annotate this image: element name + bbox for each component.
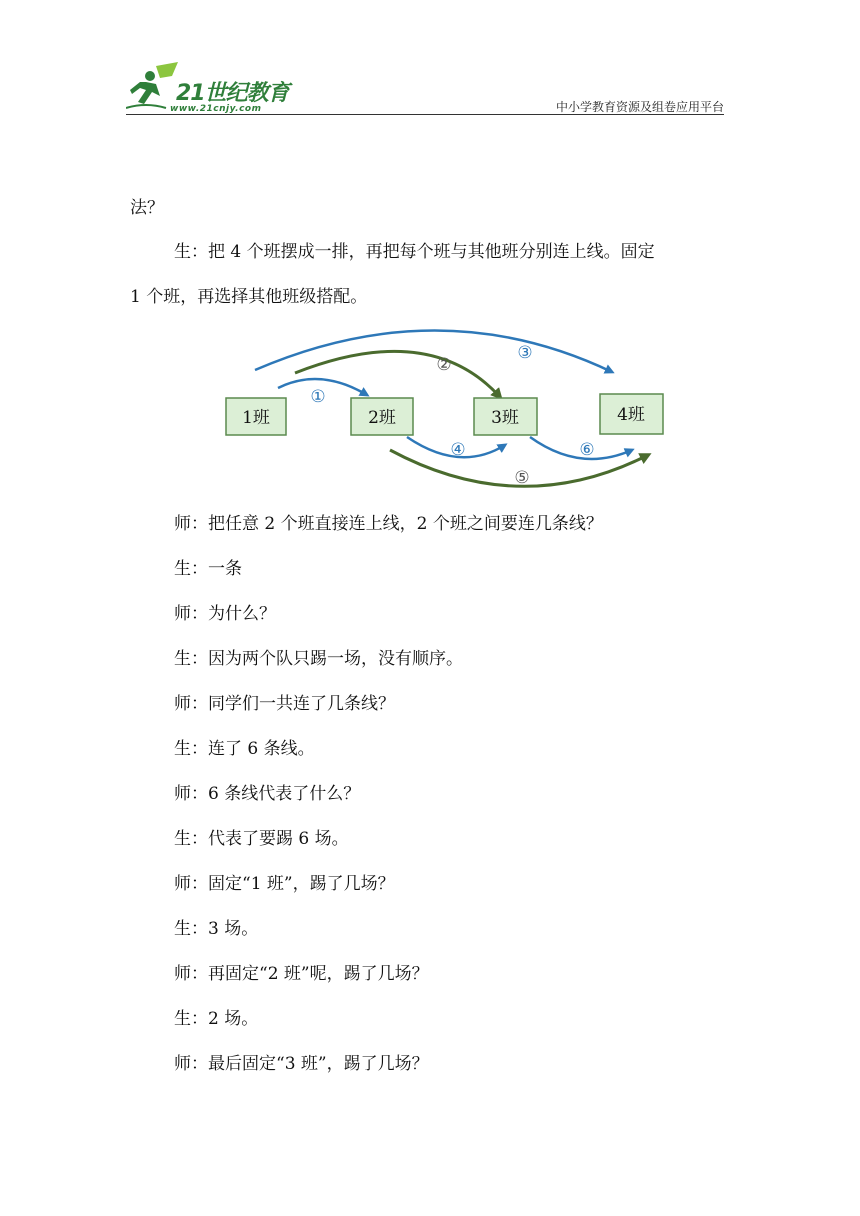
class-box-3: [474, 398, 537, 435]
dialogue-line: 生：3 场。: [174, 919, 259, 939]
class-box-label: 2班: [368, 408, 396, 428]
logo-brand-text: 21世纪教育: [176, 81, 289, 106]
class-box-4: [600, 394, 663, 434]
class-box-2: [351, 398, 413, 435]
paragraph-line: 法？: [130, 198, 164, 218]
dialogue-line: 师：为什么？: [174, 604, 276, 624]
connection-2: [295, 351, 500, 397]
logo-url-text: www.21cnjy.com: [170, 104, 262, 114]
dialogue-line: 生：代表了要踢 6 场。: [174, 829, 349, 849]
page-header: [126, 62, 724, 118]
dialogue-line: 生：2 场。: [174, 1009, 259, 1029]
logo: [126, 62, 296, 118]
header-rule: [126, 114, 724, 115]
connection-3: [255, 330, 612, 372]
dialogue-line: 师：同学们一共连了几条线？: [174, 694, 395, 714]
dialogue-line: 师：固定“1 班”，踢了几场？: [174, 874, 395, 894]
marker-6: ⑥: [579, 440, 595, 460]
dialogue-line: 师：把任意 2 个班直接连上线，2 个班之间要连几条线？: [174, 514, 603, 534]
paragraph-line: 生：把 4 个班摆成一排，再把每个班与其他班分别连上线。固定: [174, 242, 655, 262]
dialogue-line: 师：再固定“2 班”呢，踢了几场？: [174, 964, 429, 984]
header-tagline: 中小学教育资源及组卷应用平台: [555, 100, 724, 114]
class-box-1: [226, 398, 286, 435]
dialogue-line: 师：6 条线代表了什么？: [174, 784, 361, 804]
class-box-label: 4班: [617, 405, 645, 425]
class-box-label: 1班: [242, 408, 270, 428]
dialogue-line: 师：最后固定“3 班”，踢了几场？: [174, 1054, 429, 1074]
marker-2: ②: [436, 355, 452, 375]
dialogue-line: 生：一条: [174, 559, 242, 579]
marker-3: ③: [517, 343, 533, 363]
marker-4: ④: [450, 440, 466, 460]
marker-1: ①: [310, 387, 326, 407]
class-box-label: 3班: [491, 408, 519, 428]
class-connection-diagram: [220, 325, 670, 495]
paragraph-line: 1 个班，再选择其他班级搭配。: [130, 287, 368, 307]
dialogue-line: 生：连了 6 条线。: [174, 739, 315, 759]
marker-5: ⑤: [514, 468, 530, 488]
dialogue-line: 生：因为两个队只踢一场，没有顺序。: [174, 649, 463, 669]
